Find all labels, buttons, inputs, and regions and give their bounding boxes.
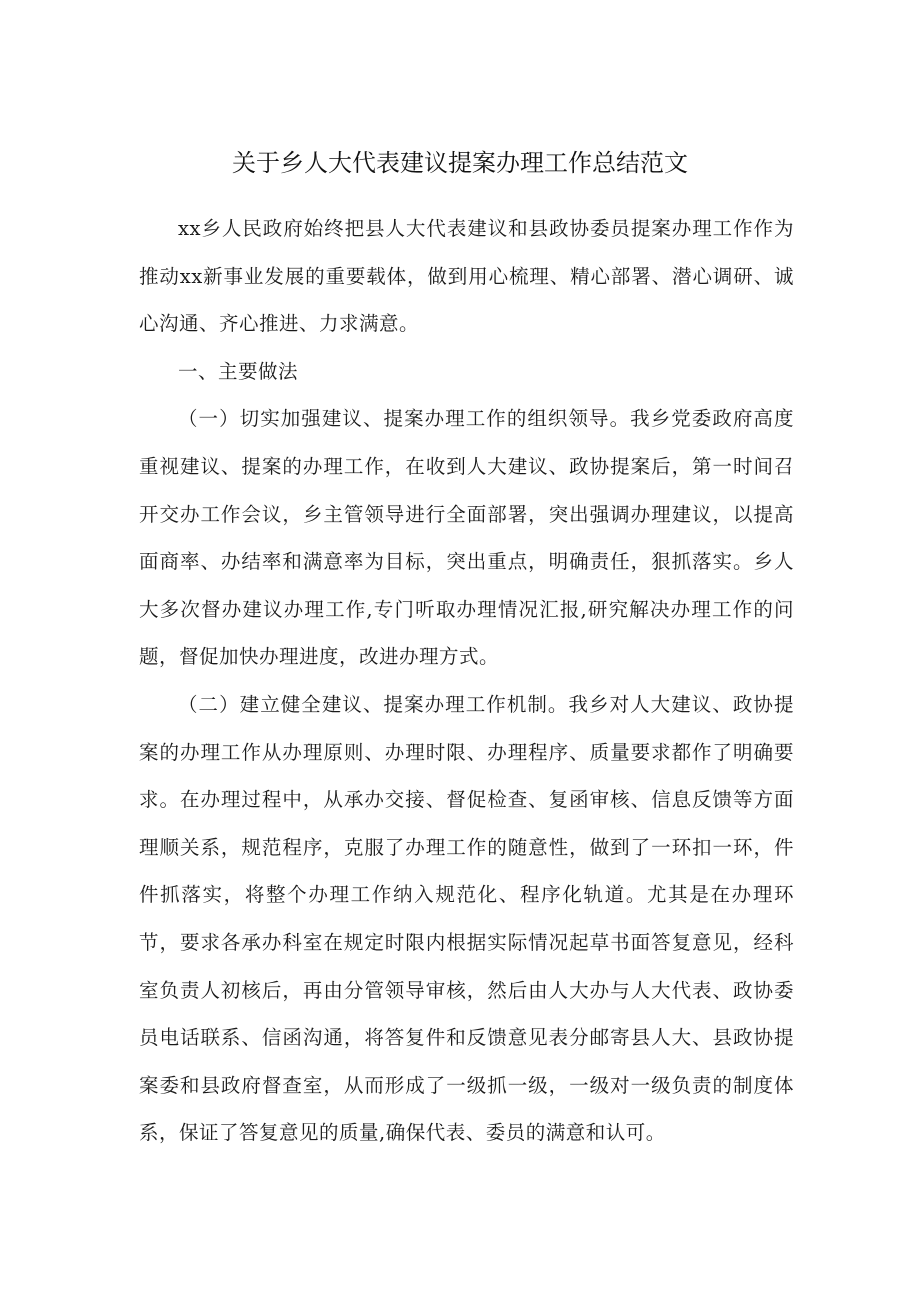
document-title: 关于乡人大代表建议提案办理工作总结范文 — [232, 149, 688, 177]
section-heading: 一、主要做法 — [178, 359, 299, 383]
paragraph-item-2: （二）建立健全建议、提案办理工作机制。我乡对人大建议、政协提案的办理工作从办理原则、办理时限、办理程序、质量要求都作了明确要求。在办理过程中，从承办交接、督促检查、复函审核、信息反馈等方面理顺关系，规范程序，克服了办理工作的随意性，做到了一环扣一环，件件抓落实，将整个办理工作纳入规范化、程序化轨道。尤其是在办理环节，要求各承办科室在规定时限内根据实际情况起草书面答复意见，经科室负责人初核后，再由分管领导审核，然后由人大办与人大代表、政协委员电话联系、信函沟通，将答复件和反馈意见表分邮寄县人大、县政协提案委和县政府督查室，从而形成了一级抓一级，一级对一级负责的制度体系，保证了答复意见的质量,确保代表、委员的满意和认可。 — [139, 692, 794, 1145]
document-body — [139, 205, 794, 1157]
paragraph-intro: xx乡人民政府始终把县人大代表建议和县政协委员提案办理工作作为推动xx新事业发展的重要载体，做到用心梳理、精心部署、潜心调研、诚心沟通、齐心推进、力求满意。 — [139, 217, 794, 336]
paragraph-item-1: （一）切实加强建议、提案办理工作的组织领导。我乡党委政府高度重视建议、提案的办理工作，在收到人大建议、政协提案后，第一时间召开交办工作会议，乡主管领导进行全面部署，突出强调办理建议，以提高面商率、办结率和满意率为目标，突出重点，明确责任，狠抓落实。乡人大多次督办建议办理工作,专门听取办理情况汇报,研究解决办理工作的问题，督促加快办理进度，改进办理方式。 — [139, 407, 794, 669]
